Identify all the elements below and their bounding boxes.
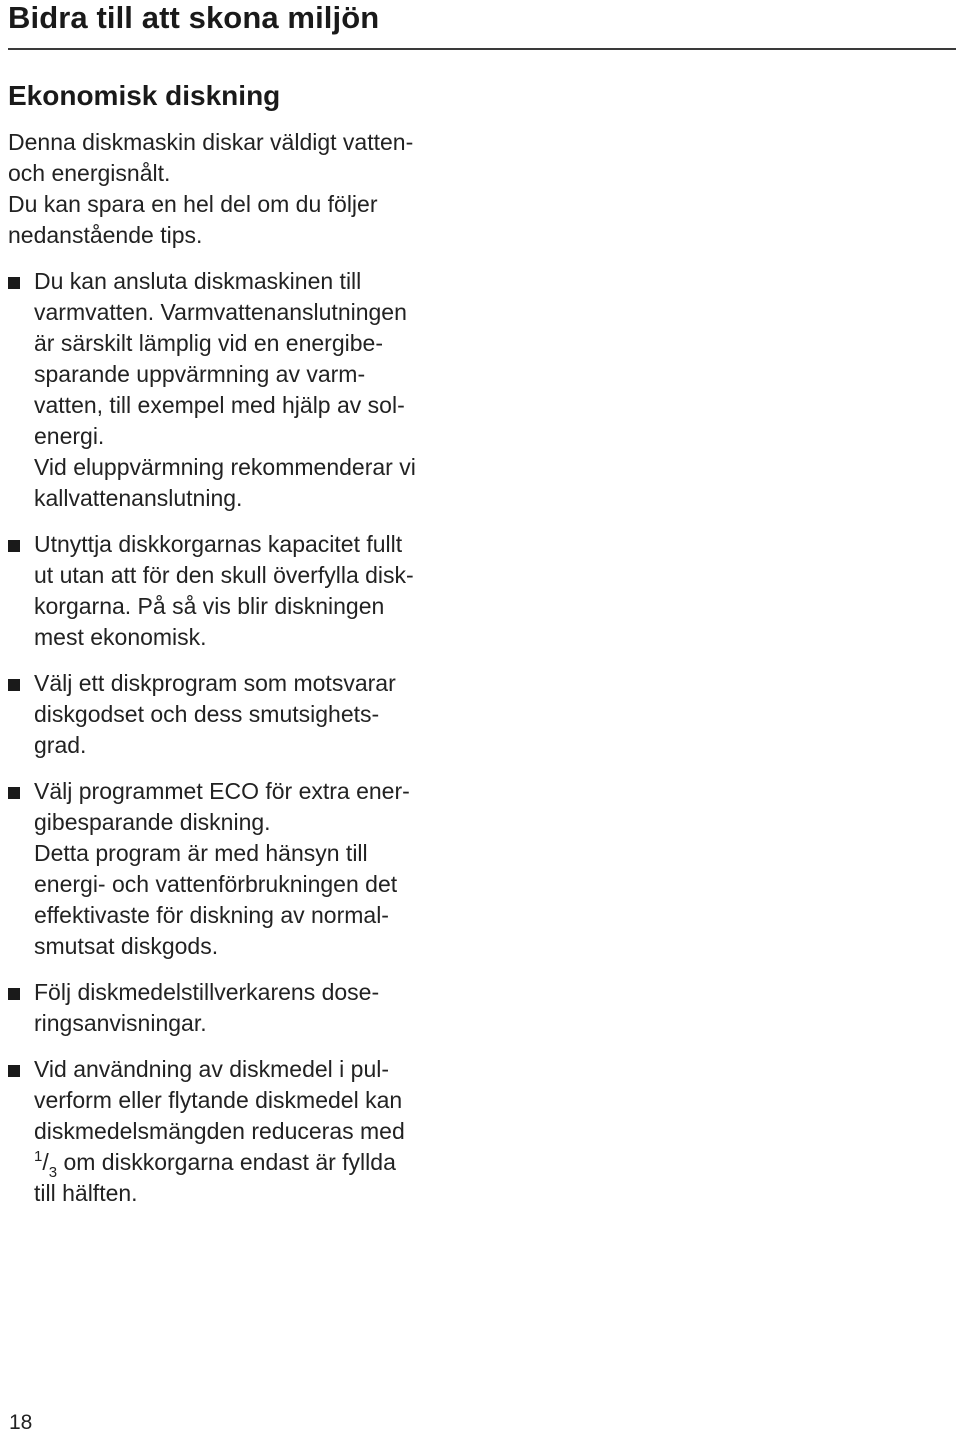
bullet-square-icon bbox=[8, 540, 20, 552]
fraction-line-text: om diskkorgarna endast är fyllda bbox=[57, 1149, 396, 1175]
tip-line: korgarna. På så vis blir diskningen bbox=[34, 593, 385, 619]
bullet-square-icon bbox=[8, 277, 20, 289]
tip-item-detergent-reduction bbox=[8, 1054, 488, 1209]
tip-line: grad. bbox=[34, 732, 87, 758]
tip-line: mest ekonomisk. bbox=[34, 624, 207, 650]
tip-line: varmvatten. Varmvattenanslutningen bbox=[34, 299, 407, 325]
section-title: Ekonomisk diskning bbox=[8, 80, 281, 111]
page-number: 18 bbox=[9, 1411, 33, 1434]
tip-line: Du kan ansluta diskmaskinen till bbox=[34, 268, 362, 294]
tip-item-hot-water bbox=[8, 266, 488, 514]
tip-item-capacity bbox=[8, 529, 488, 653]
intro-line: Du kan spara en hel del om du följer bbox=[8, 191, 378, 217]
tip-line: Välj ett diskprogram som motsvarar bbox=[34, 670, 396, 696]
bullet-square-icon bbox=[8, 787, 20, 799]
fraction-line bbox=[34, 1147, 488, 1181]
tip-line: kallvattenanslutning. bbox=[34, 485, 243, 511]
tip-line: verform eller flytande diskmedel kan bbox=[34, 1087, 403, 1113]
tip-line: sparande uppvärmning av varm- bbox=[34, 361, 366, 387]
tip-line: diskmedelsmängden reduceras med bbox=[34, 1118, 405, 1144]
intro-paragraph bbox=[8, 127, 488, 251]
tip-line: diskgodset och dess smutsighets- bbox=[34, 701, 380, 727]
tip-line: Vid användning av diskmedel i pul- bbox=[34, 1056, 390, 1082]
tip-line: energi- och vattenförbrukningen det bbox=[34, 871, 398, 897]
tip-line: Vid eluppvärmning rekommenderar vi bbox=[34, 454, 416, 480]
tip-line: Detta program är med hänsyn till bbox=[34, 840, 368, 866]
tip-line: Välj programmet ECO för extra ener- bbox=[34, 778, 410, 804]
tip-item-program-choice bbox=[8, 668, 488, 761]
tip-line: Följ diskmedelstillverkarens dose- bbox=[34, 979, 380, 1005]
intro-line: nedanstående tips. bbox=[8, 222, 203, 248]
intro-line: och energisnålt. bbox=[8, 160, 171, 186]
bullet-square-icon bbox=[8, 1065, 20, 1077]
tip-line: ut utan att för den skull överfylla disk- bbox=[34, 562, 414, 588]
tip-line: vatten, till exempel med hjälp av sol- bbox=[34, 392, 405, 418]
tip-line: smutsat diskgods. bbox=[34, 933, 219, 959]
fraction-slash: / bbox=[42, 1149, 49, 1175]
fraction-denominator: 3 bbox=[48, 1164, 58, 1181]
tip-line: effektivaste för diskning av normal- bbox=[34, 902, 389, 928]
tip-line: gibesparande diskning. bbox=[34, 809, 271, 835]
page-header bbox=[8, 0, 956, 50]
intro-line: Denna diskmaskin diskar väldigt vatten- bbox=[8, 129, 414, 155]
tip-line: är särskilt lämplig vid en energibe- bbox=[34, 330, 383, 356]
bullet-square-icon bbox=[8, 679, 20, 691]
page-title: Bidra till att skona miljön bbox=[8, 0, 380, 35]
main-content bbox=[8, 127, 488, 1209]
tip-item-eco-program bbox=[8, 776, 488, 962]
tip-line: till hälften. bbox=[34, 1180, 138, 1206]
tip-item-dosage bbox=[8, 977, 488, 1039]
tip-line: ringsanvisningar. bbox=[34, 1010, 207, 1036]
bullet-square-icon bbox=[8, 988, 20, 1000]
tip-line: energi. bbox=[34, 423, 105, 449]
fraction-numerator: 1 bbox=[34, 1148, 43, 1165]
tip-line: Utnyttja diskkorgarnas kapacitet fullt bbox=[34, 531, 403, 557]
